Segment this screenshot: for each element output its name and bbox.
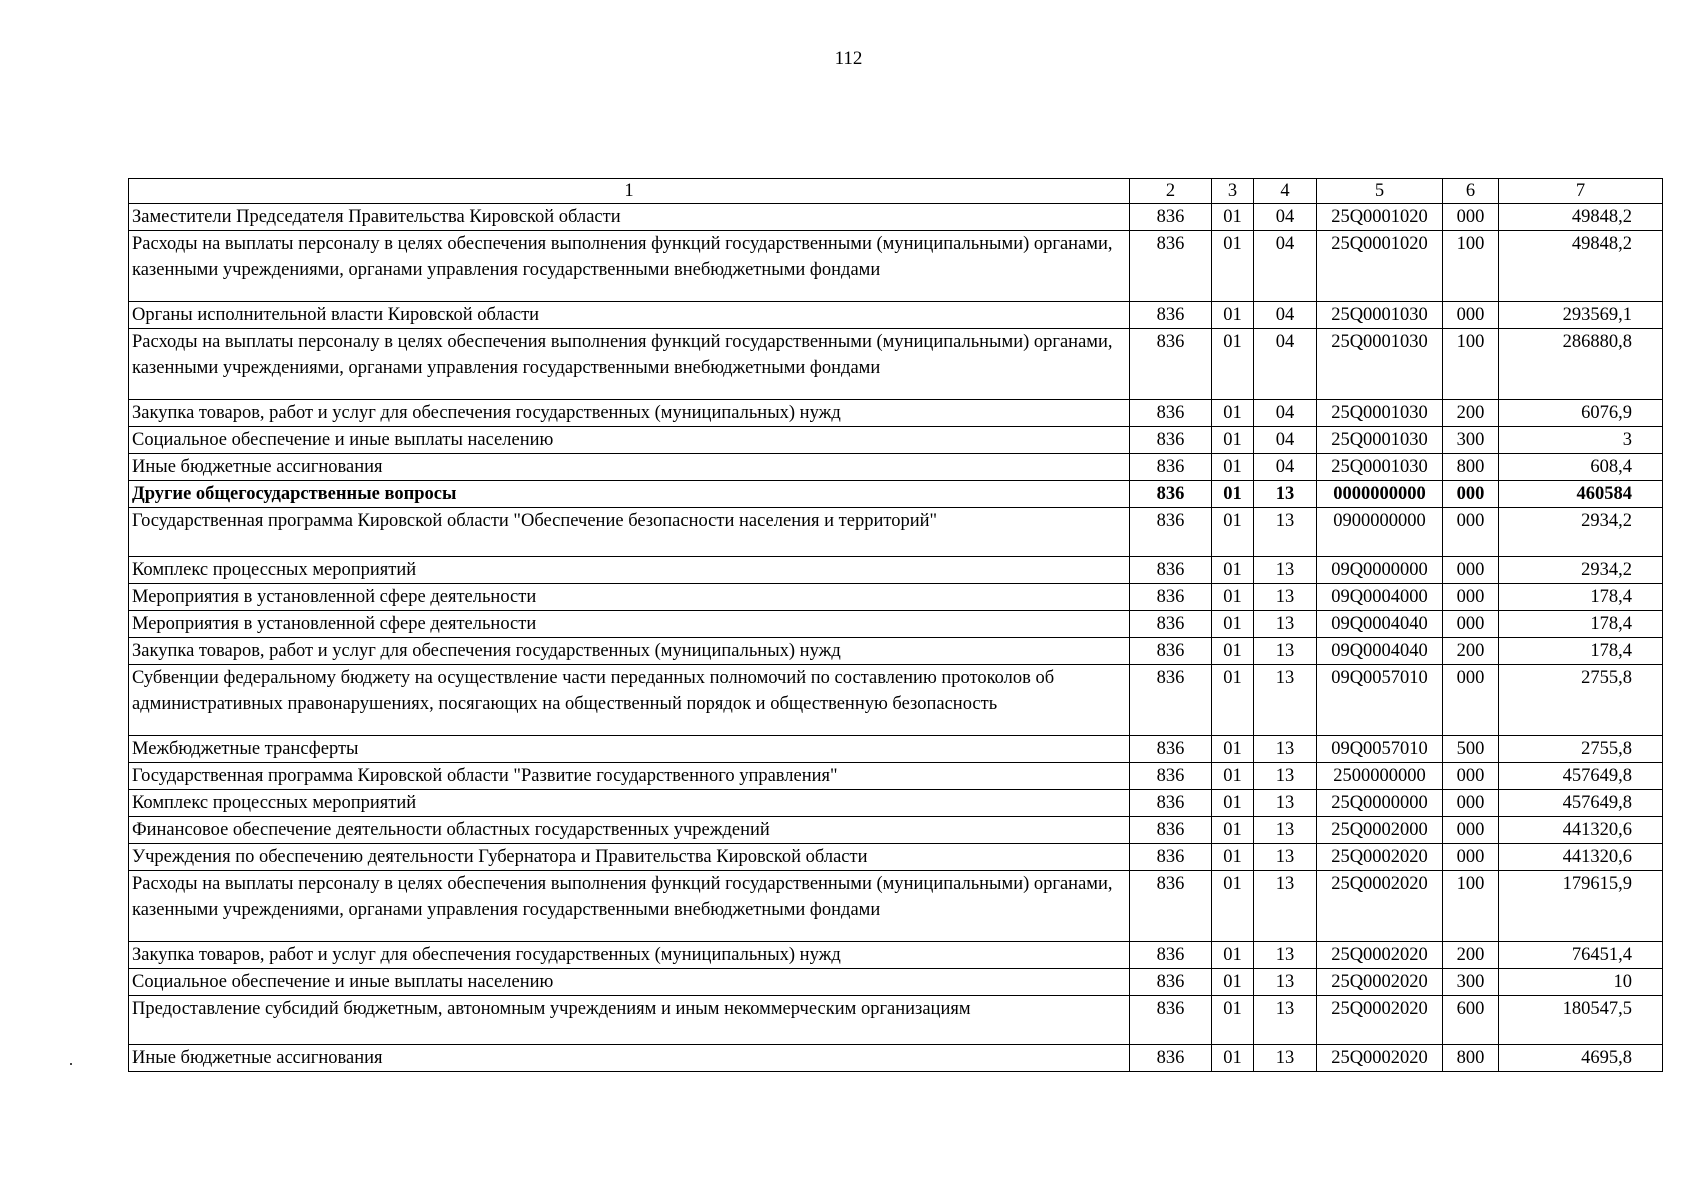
code-cell: 836 [1130,481,1212,508]
row-name-cell: Субвенции федеральному бюджету на осуществление части переданных полномочий по составлению протоколов об административных правонарушениях, посягающих на общественный порядок и общественную безопасность [129,665,1130,736]
subsection-cell: 04 [1254,400,1317,427]
column-header: 4 [1254,179,1317,204]
row-name-cell: Учреждения по обеспечению деятельности Губернатора и Правительства Кировской области [129,844,1130,871]
code-cell: 836 [1130,611,1212,638]
target-article-cell: 2500000000 [1317,763,1443,790]
subsection-cell: 13 [1254,996,1317,1045]
expense-type-cell: 800 [1443,454,1499,481]
target-article-cell: 25Q0002020 [1317,1045,1443,1072]
expense-type-cell: 000 [1443,665,1499,736]
section-cell: 01 [1212,204,1254,231]
amount-cell: 10 [1499,969,1663,996]
table-row [129,611,1663,638]
row-name-cell: Заместители Председателя Правительства Кировской области [129,204,1130,231]
target-article-cell: 25Q0001030 [1317,427,1443,454]
code-cell: 836 [1130,1045,1212,1072]
target-article-cell: 09Q0004040 [1317,638,1443,665]
row-name-cell: Расходы на выплаты персоналу в целях обеспечения выполнения функций государственными (муниципальными) органами, казенными учреждениями, органами управления государственными внебюджетными фондами [129,871,1130,942]
code-cell: 836 [1130,400,1212,427]
expense-type-cell: 000 [1443,817,1499,844]
target-article-cell: 25Q0001020 [1317,231,1443,302]
expense-type-cell: 200 [1443,942,1499,969]
code-cell: 836 [1130,638,1212,665]
code-cell: 836 [1130,204,1212,231]
amount-cell: 286880,8 [1499,329,1663,400]
subsection-cell: 04 [1254,302,1317,329]
expense-type-cell: 300 [1443,427,1499,454]
expense-type-cell: 800 [1443,1045,1499,1072]
amount-cell: 441320,6 [1499,844,1663,871]
table-row [129,763,1663,790]
amount-cell: 2934,2 [1499,508,1663,557]
subsection-cell: 13 [1254,871,1317,942]
table-row [129,817,1663,844]
subsection-cell: 13 [1254,665,1317,736]
section-cell: 01 [1212,584,1254,611]
code-cell: 836 [1130,427,1212,454]
target-article-cell: 25Q0002000 [1317,817,1443,844]
table-row [129,1045,1663,1072]
expense-type-cell: 200 [1443,638,1499,665]
target-article-cell: 25Q0001030 [1317,454,1443,481]
expense-type-cell: 000 [1443,302,1499,329]
table-row [129,508,1663,557]
column-header: 5 [1317,179,1443,204]
table-row [129,204,1663,231]
section-cell: 01 [1212,790,1254,817]
row-name-cell: Закупка товаров, работ и услуг для обеспечения государственных (муниципальных) нужд [129,400,1130,427]
amount-cell: 178,4 [1499,611,1663,638]
target-article-cell: 25Q0002020 [1317,871,1443,942]
column-header: 2 [1130,179,1212,204]
section-cell: 01 [1212,329,1254,400]
expense-type-cell: 000 [1443,508,1499,557]
amount-cell: 608,4 [1499,454,1663,481]
expense-type-cell: 000 [1443,204,1499,231]
expense-type-cell: 100 [1443,871,1499,942]
subsection-cell: 04 [1254,329,1317,400]
row-name-cell: Расходы на выплаты персоналу в целях обеспечения выполнения функций государственными (муниципальными) органами, казенными учреждениями, органами управления государственными внебюджетными фондами [129,329,1130,400]
section-cell: 01 [1212,736,1254,763]
amount-cell: 457649,8 [1499,763,1663,790]
amount-cell: 49848,2 [1499,204,1663,231]
row-name-cell: Предоставление субсидий бюджетным, автономным учреждениям и иным некоммерческим организациям [129,996,1130,1045]
code-cell: 836 [1130,871,1212,942]
table-row [129,996,1663,1045]
target-article-cell: 09Q0057010 [1317,665,1443,736]
subsection-cell: 13 [1254,557,1317,584]
target-article-cell: 0900000000 [1317,508,1443,557]
target-article-cell: 25Q0002020 [1317,844,1443,871]
section-cell: 01 [1212,638,1254,665]
amount-cell: 180547,5 [1499,996,1663,1045]
subsection-cell: 04 [1254,231,1317,302]
target-article-cell: 25Q0001030 [1317,329,1443,400]
row-name-cell: Органы исполнительной власти Кировской области [129,302,1130,329]
section-cell: 01 [1212,481,1254,508]
row-name-cell: Социальное обеспечение и иные выплаты населению [129,969,1130,996]
expense-type-cell: 000 [1443,481,1499,508]
amount-cell: 460584 [1499,481,1663,508]
subsection-cell: 13 [1254,790,1317,817]
section-cell: 01 [1212,400,1254,427]
row-name-cell: Закупка товаров, работ и услуг для обеспечения государственных (муниципальных) нужд [129,638,1130,665]
code-cell: 836 [1130,665,1212,736]
table-row [129,638,1663,665]
section-cell: 01 [1212,665,1254,736]
code-cell: 836 [1130,508,1212,557]
code-cell: 836 [1130,329,1212,400]
row-name-cell: Мероприятия в установленной сфере деятельности [129,611,1130,638]
amount-cell: 76451,4 [1499,942,1663,969]
amount-cell: 2934,2 [1499,557,1663,584]
table-row [129,329,1663,400]
code-cell: 836 [1130,844,1212,871]
target-article-cell: 25Q0002020 [1317,942,1443,969]
amount-cell: 457649,8 [1499,790,1663,817]
table-row [129,665,1663,736]
subsection-cell: 04 [1254,204,1317,231]
subsection-cell: 04 [1254,427,1317,454]
section-cell: 01 [1212,942,1254,969]
expense-type-cell: 000 [1443,557,1499,584]
target-article-cell: 25Q0000000 [1317,790,1443,817]
table-row [129,400,1663,427]
table-row [129,942,1663,969]
row-name-cell: Комплекс процессных мероприятий [129,557,1130,584]
subsection-cell: 04 [1254,454,1317,481]
target-article-cell: 25Q0002020 [1317,969,1443,996]
table-row [129,231,1663,302]
section-cell: 01 [1212,508,1254,557]
page-number: 112 [834,48,863,69]
subsection-cell: 13 [1254,817,1317,844]
amount-cell: 293569,1 [1499,302,1663,329]
subsection-cell: 13 [1254,611,1317,638]
table-body [129,204,1663,1072]
row-name-cell: Иные бюджетные ассигнования [129,454,1130,481]
table-row [129,790,1663,817]
target-article-cell: 09Q0057010 [1317,736,1443,763]
column-header: 1 [129,179,1130,204]
target-article-cell: 25Q0001030 [1317,302,1443,329]
row-name-cell: Мероприятия в установленной сфере деятельности [129,584,1130,611]
table-row [129,454,1663,481]
table-row [129,302,1663,329]
target-article-cell: 25Q0002020 [1317,996,1443,1045]
subsection-cell: 13 [1254,736,1317,763]
section-cell: 01 [1212,611,1254,638]
expense-type-cell: 200 [1443,400,1499,427]
row-name-cell: Закупка товаров, работ и услуг для обеспечения государственных (муниципальных) нужд [129,942,1130,969]
row-name-cell: Государственная программа Кировской области "Обеспечение безопасности населения и территорий" [129,508,1130,557]
table-row [129,871,1663,942]
target-article-cell: 09Q0004040 [1317,611,1443,638]
row-name-cell: Комплекс процессных мероприятий [129,790,1130,817]
section-cell: 01 [1212,302,1254,329]
section-cell: 01 [1212,1045,1254,1072]
subsection-cell: 13 [1254,584,1317,611]
table-row [129,844,1663,871]
expense-type-cell: 000 [1443,584,1499,611]
section-cell: 01 [1212,817,1254,844]
amount-cell: 2755,8 [1499,665,1663,736]
code-cell: 836 [1130,302,1212,329]
subsection-cell: 13 [1254,638,1317,665]
expense-type-cell: 300 [1443,969,1499,996]
target-article-cell: 25Q0001030 [1317,400,1443,427]
target-article-cell: 09Q0004000 [1317,584,1443,611]
section-cell: 01 [1212,844,1254,871]
target-article-cell: 25Q0001020 [1317,204,1443,231]
column-header: 7 [1499,179,1663,204]
subsection-cell: 13 [1254,942,1317,969]
expense-type-cell: 000 [1443,790,1499,817]
amount-cell: 2755,8 [1499,736,1663,763]
expense-type-cell: 100 [1443,329,1499,400]
code-cell: 836 [1130,736,1212,763]
section-cell: 01 [1212,454,1254,481]
amount-cell: 3 [1499,427,1663,454]
section-cell: 01 [1212,557,1254,584]
amount-cell: 6076,9 [1499,400,1663,427]
table-row [129,481,1663,508]
amount-cell: 178,4 [1499,638,1663,665]
code-cell: 836 [1130,996,1212,1045]
subsection-cell: 13 [1254,1045,1317,1072]
row-name-cell: Финансовое обеспечение деятельности областных государственных учреждений [129,817,1130,844]
table-row [129,584,1663,611]
header-row [129,179,1663,204]
code-cell: 836 [1130,942,1212,969]
scan-speck [70,1063,72,1065]
code-cell: 836 [1130,790,1212,817]
row-name-cell: Социальное обеспечение и иные выплаты населению [129,427,1130,454]
expense-type-cell: 100 [1443,231,1499,302]
row-name-cell: Иные бюджетные ассигнования [129,1045,1130,1072]
subsection-cell: 13 [1254,763,1317,790]
row-name-cell: Расходы на выплаты персоналу в целях обеспечения выполнения функций государственными (муниципальными) органами, казенными учреждениями, органами управления государственными внебюджетными фондами [129,231,1130,302]
section-cell: 01 [1212,231,1254,302]
subsection-cell: 13 [1254,969,1317,996]
expense-type-cell: 000 [1443,763,1499,790]
row-name-cell: Государственная программа Кировской области "Развитие государственного управления" [129,763,1130,790]
code-cell: 836 [1130,584,1212,611]
expense-type-cell: 600 [1443,996,1499,1045]
subsection-cell: 13 [1254,481,1317,508]
row-name-cell: Межбюджетные трансферты [129,736,1130,763]
table-row [129,557,1663,584]
amount-cell: 178,4 [1499,584,1663,611]
code-cell: 836 [1130,969,1212,996]
expense-type-cell: 000 [1443,844,1499,871]
expense-type-cell: 500 [1443,736,1499,763]
code-cell: 836 [1130,817,1212,844]
code-cell: 836 [1130,763,1212,790]
row-name-cell: Другие общегосударственные вопросы [129,481,1130,508]
expense-type-cell: 000 [1443,611,1499,638]
code-cell: 836 [1130,557,1212,584]
section-cell: 01 [1212,427,1254,454]
table-row [129,969,1663,996]
amount-cell: 4695,8 [1499,1045,1663,1072]
column-header: 3 [1212,179,1254,204]
code-cell: 836 [1130,454,1212,481]
table-row [129,736,1663,763]
code-cell: 836 [1130,231,1212,302]
section-cell: 01 [1212,763,1254,790]
section-cell: 01 [1212,871,1254,942]
section-cell: 01 [1212,996,1254,1045]
column-header: 6 [1443,179,1499,204]
target-article-cell: 09Q0000000 [1317,557,1443,584]
amount-cell: 49848,2 [1499,231,1663,302]
amount-cell: 179615,9 [1499,871,1663,942]
table-row [129,427,1663,454]
section-cell: 01 [1212,969,1254,996]
target-article-cell: 0000000000 [1317,481,1443,508]
amount-cell: 441320,6 [1499,817,1663,844]
budget-table [128,178,1663,1072]
subsection-cell: 13 [1254,844,1317,871]
subsection-cell: 13 [1254,508,1317,557]
